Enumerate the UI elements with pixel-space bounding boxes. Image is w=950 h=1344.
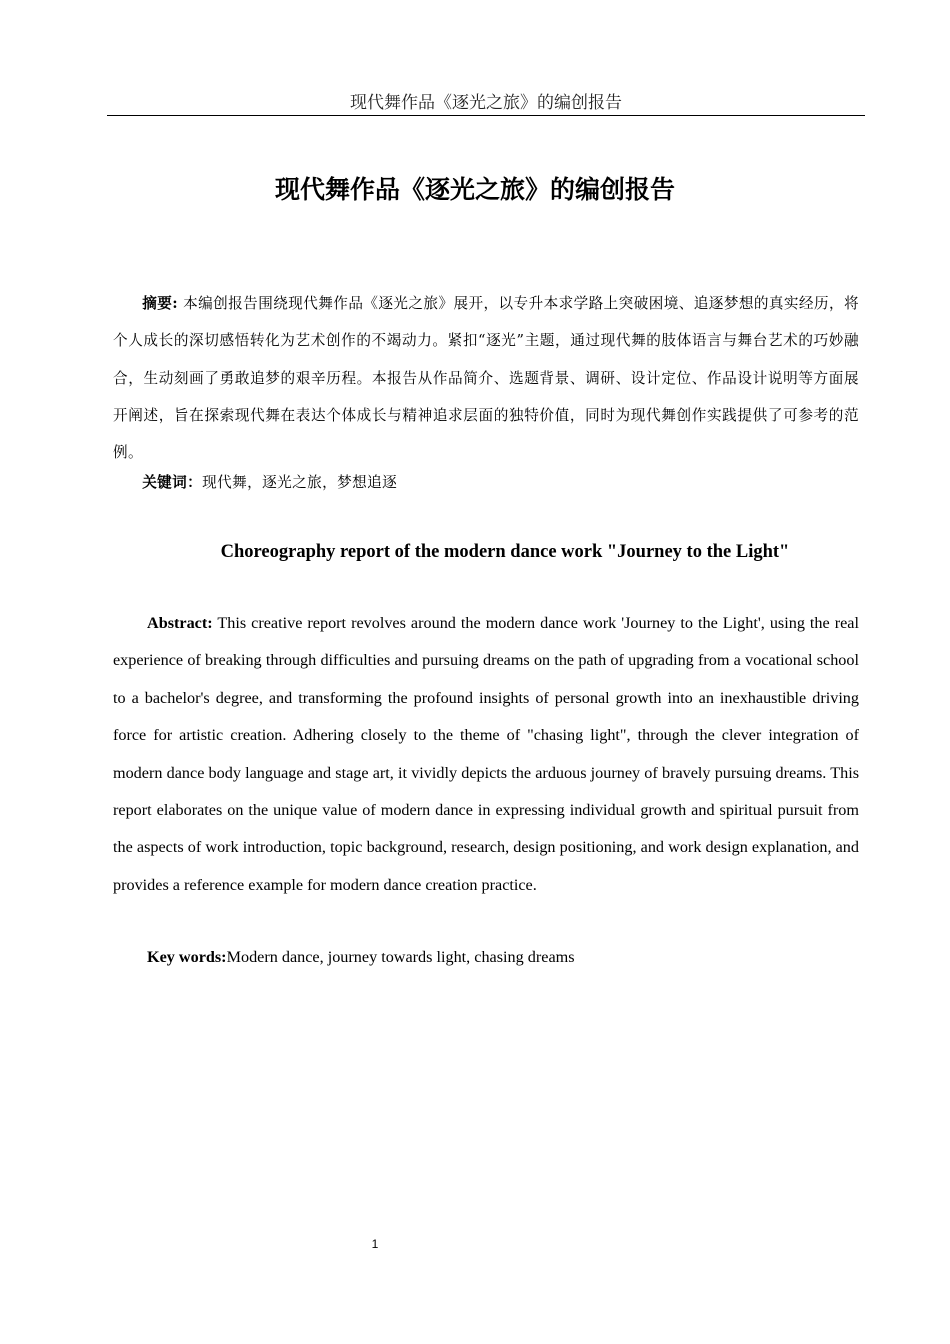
english-title: Choreography report of the modern dance work "Journey to the Light" (220, 542, 790, 562)
english-abstract-label: Abstract: (147, 614, 213, 632)
running-header-title: 现代舞作品《逐光之旅》的编创报告 (350, 93, 622, 113)
english-abstract (113, 605, 859, 904)
english-keywords-label: Key words: (147, 948, 227, 966)
english-abstract-text: This creative report revolves around the modern dance work 'Journey to the Light', using the real experience of breaking through difficulties and pursuing dreams on the path of upgrading from a vocational school to a bachelor's degree, and transforming the profound insights of personal growth into an inexhaustible driving force for artistic creation. Adhering closely to the theme of "chasing light", through the clever integration of modern dance body language and stage art, it vividly depicts the arduous journey of bravely pursuing dreams. This report elaborates on the unique value of modern dance in expressing individual growth and spiritual pursuit from the aspects of work introduction, topic background, research, design positioning, and work design explanation, and provides a reference example for modern dance creation practice. (113, 614, 859, 894)
chinese-abstract-text: 本编创报告围绕现代舞作品《逐光之旅》展开，以专升本求学路上突破困境、追逐梦想的真实经历，将个人成长的深切感悟转化为艺术创作的不竭动力。紧扣“逐光”主题，通过现代舞的肢体语言与舞台艺术的巧妙融合，生动刻画了勇敢追梦的艰辛历程。本报告从作品简介、选题背景、调研、设计定位、作品设计说明等方面展开阐述，旨在探索现代舞在表达个体成长与精神追求层面的独特价值，同时为现代舞创作实践提供了可参考的范例。 (113, 295, 859, 462)
chinese-keywords-text: 现代舞，逐光之旅，梦想追逐 (202, 474, 398, 491)
running-header (107, 91, 865, 116)
chinese-title: 现代舞作品《逐光之旅》的编创报告 (274, 175, 675, 204)
chinese-abstract-label: 摘要: (142, 295, 179, 312)
english-keywords (113, 942, 859, 972)
chinese-keywords-label: 关键词： (142, 474, 203, 491)
chinese-keywords (113, 466, 859, 500)
english-keywords-text: Modern dance, journey towards light, chasing dreams (226, 948, 575, 966)
chinese-abstract (113, 285, 859, 471)
page-number: 1 (371, 1237, 379, 1251)
